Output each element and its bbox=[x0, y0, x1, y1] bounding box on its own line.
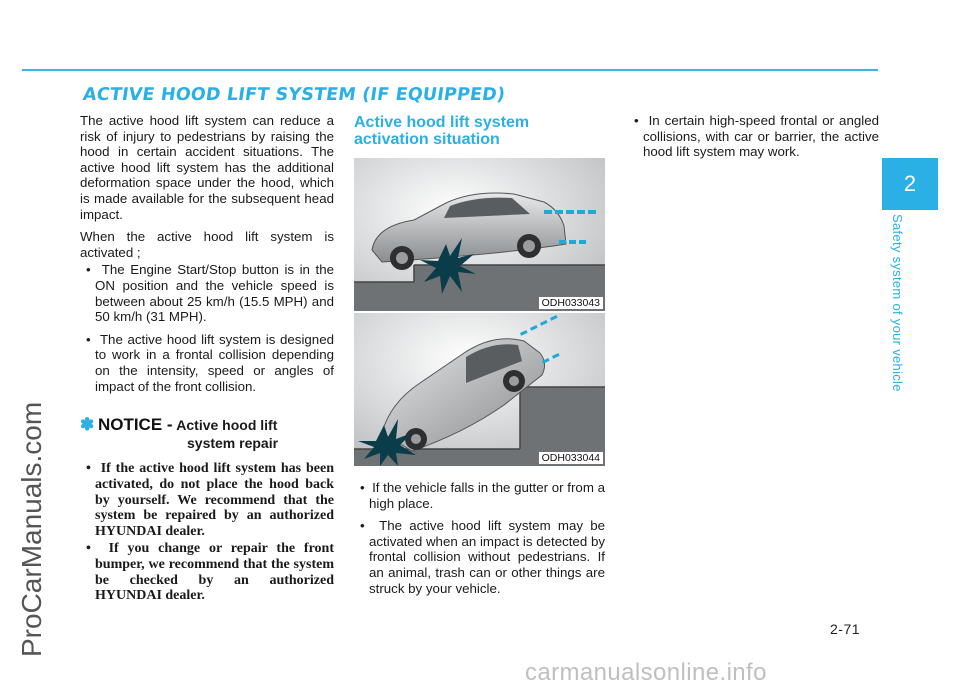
notice-heading bbox=[80, 416, 334, 435]
figure-drop-curb bbox=[354, 158, 605, 311]
figure-code: ODH033044 bbox=[539, 452, 603, 464]
situation-heading: Active hood lift system activation situation bbox=[354, 114, 530, 148]
notice-title-line1: Active hood lift bbox=[176, 417, 278, 434]
car-falling-illustration bbox=[354, 313, 605, 466]
notice-star-icon: ✽ bbox=[80, 415, 95, 435]
chapter-title: Safety system of your vehicle bbox=[890, 214, 905, 392]
figure-fall-high-place bbox=[354, 313, 605, 466]
situation-bullet: • If the vehicle falls in the gutter or from a high place. bbox=[360, 480, 605, 511]
notice-title-line2: system repair bbox=[187, 435, 279, 452]
footer-watermark: carmanualsonline.info bbox=[525, 659, 767, 686]
page-number: 2-71 bbox=[830, 621, 861, 637]
column-right bbox=[628, 113, 879, 167]
notice-item: • If the active hood lift system has been activated, do not place the hood back by yourself. We recommend that the system be repaired by an authorized HYUNDAI dealer. bbox=[86, 461, 334, 540]
notice-item: • If you change or repair the front bumper, we recommend that the system be checked by an authorized HYUNDAI dealer. bbox=[86, 541, 334, 604]
figure-code: ODH033043 bbox=[539, 297, 603, 309]
notice-label: NOTICE - bbox=[97, 415, 173, 435]
activation-bullet: • The active hood lift system is designed to work in a frontal collision depending on the intensity, speed or angles of impact of the front collision. bbox=[86, 331, 334, 394]
watermark: ProCarManuals.com bbox=[16, 401, 47, 657]
section-title: ACTIVE HOOD LIFT SYSTEM (IF EQUIPPED) bbox=[81, 85, 507, 105]
chapter-number-tab: 2 bbox=[882, 158, 938, 210]
situation-bullet: • The active hood lift system may be activated when an impact is detected by frontal collision without pedestrians. If an animal, trash can or other things are struck by your vehicle. bbox=[360, 518, 605, 596]
activation-bullet: • The Engine Start/Stop button is in the ON position and the vehicle speed is between about 25 km/h (15.5 MPH) and 50 km/h (31 MPH). bbox=[86, 262, 334, 325]
header-rule bbox=[22, 69, 878, 71]
column-left bbox=[80, 113, 334, 605]
car-curb-drop-illustration bbox=[354, 158, 605, 311]
activated-when-paragraph: When the active hood lift system is activated ; bbox=[80, 229, 334, 260]
situation-bullet-list bbox=[354, 480, 605, 596]
column-middle bbox=[354, 114, 605, 603]
right-bullet: • In certain high-speed frontal or angled collisions, with car or barrier, the active hood lift system may work. bbox=[634, 113, 879, 160]
intro-paragraph: The active hood lift system can reduce a risk of injury to pedestrians by raising the hood in certain accident situations. The active hood lift system has the additional deformation space under the hood, which is made available for the subsequent head impact. bbox=[80, 113, 334, 222]
